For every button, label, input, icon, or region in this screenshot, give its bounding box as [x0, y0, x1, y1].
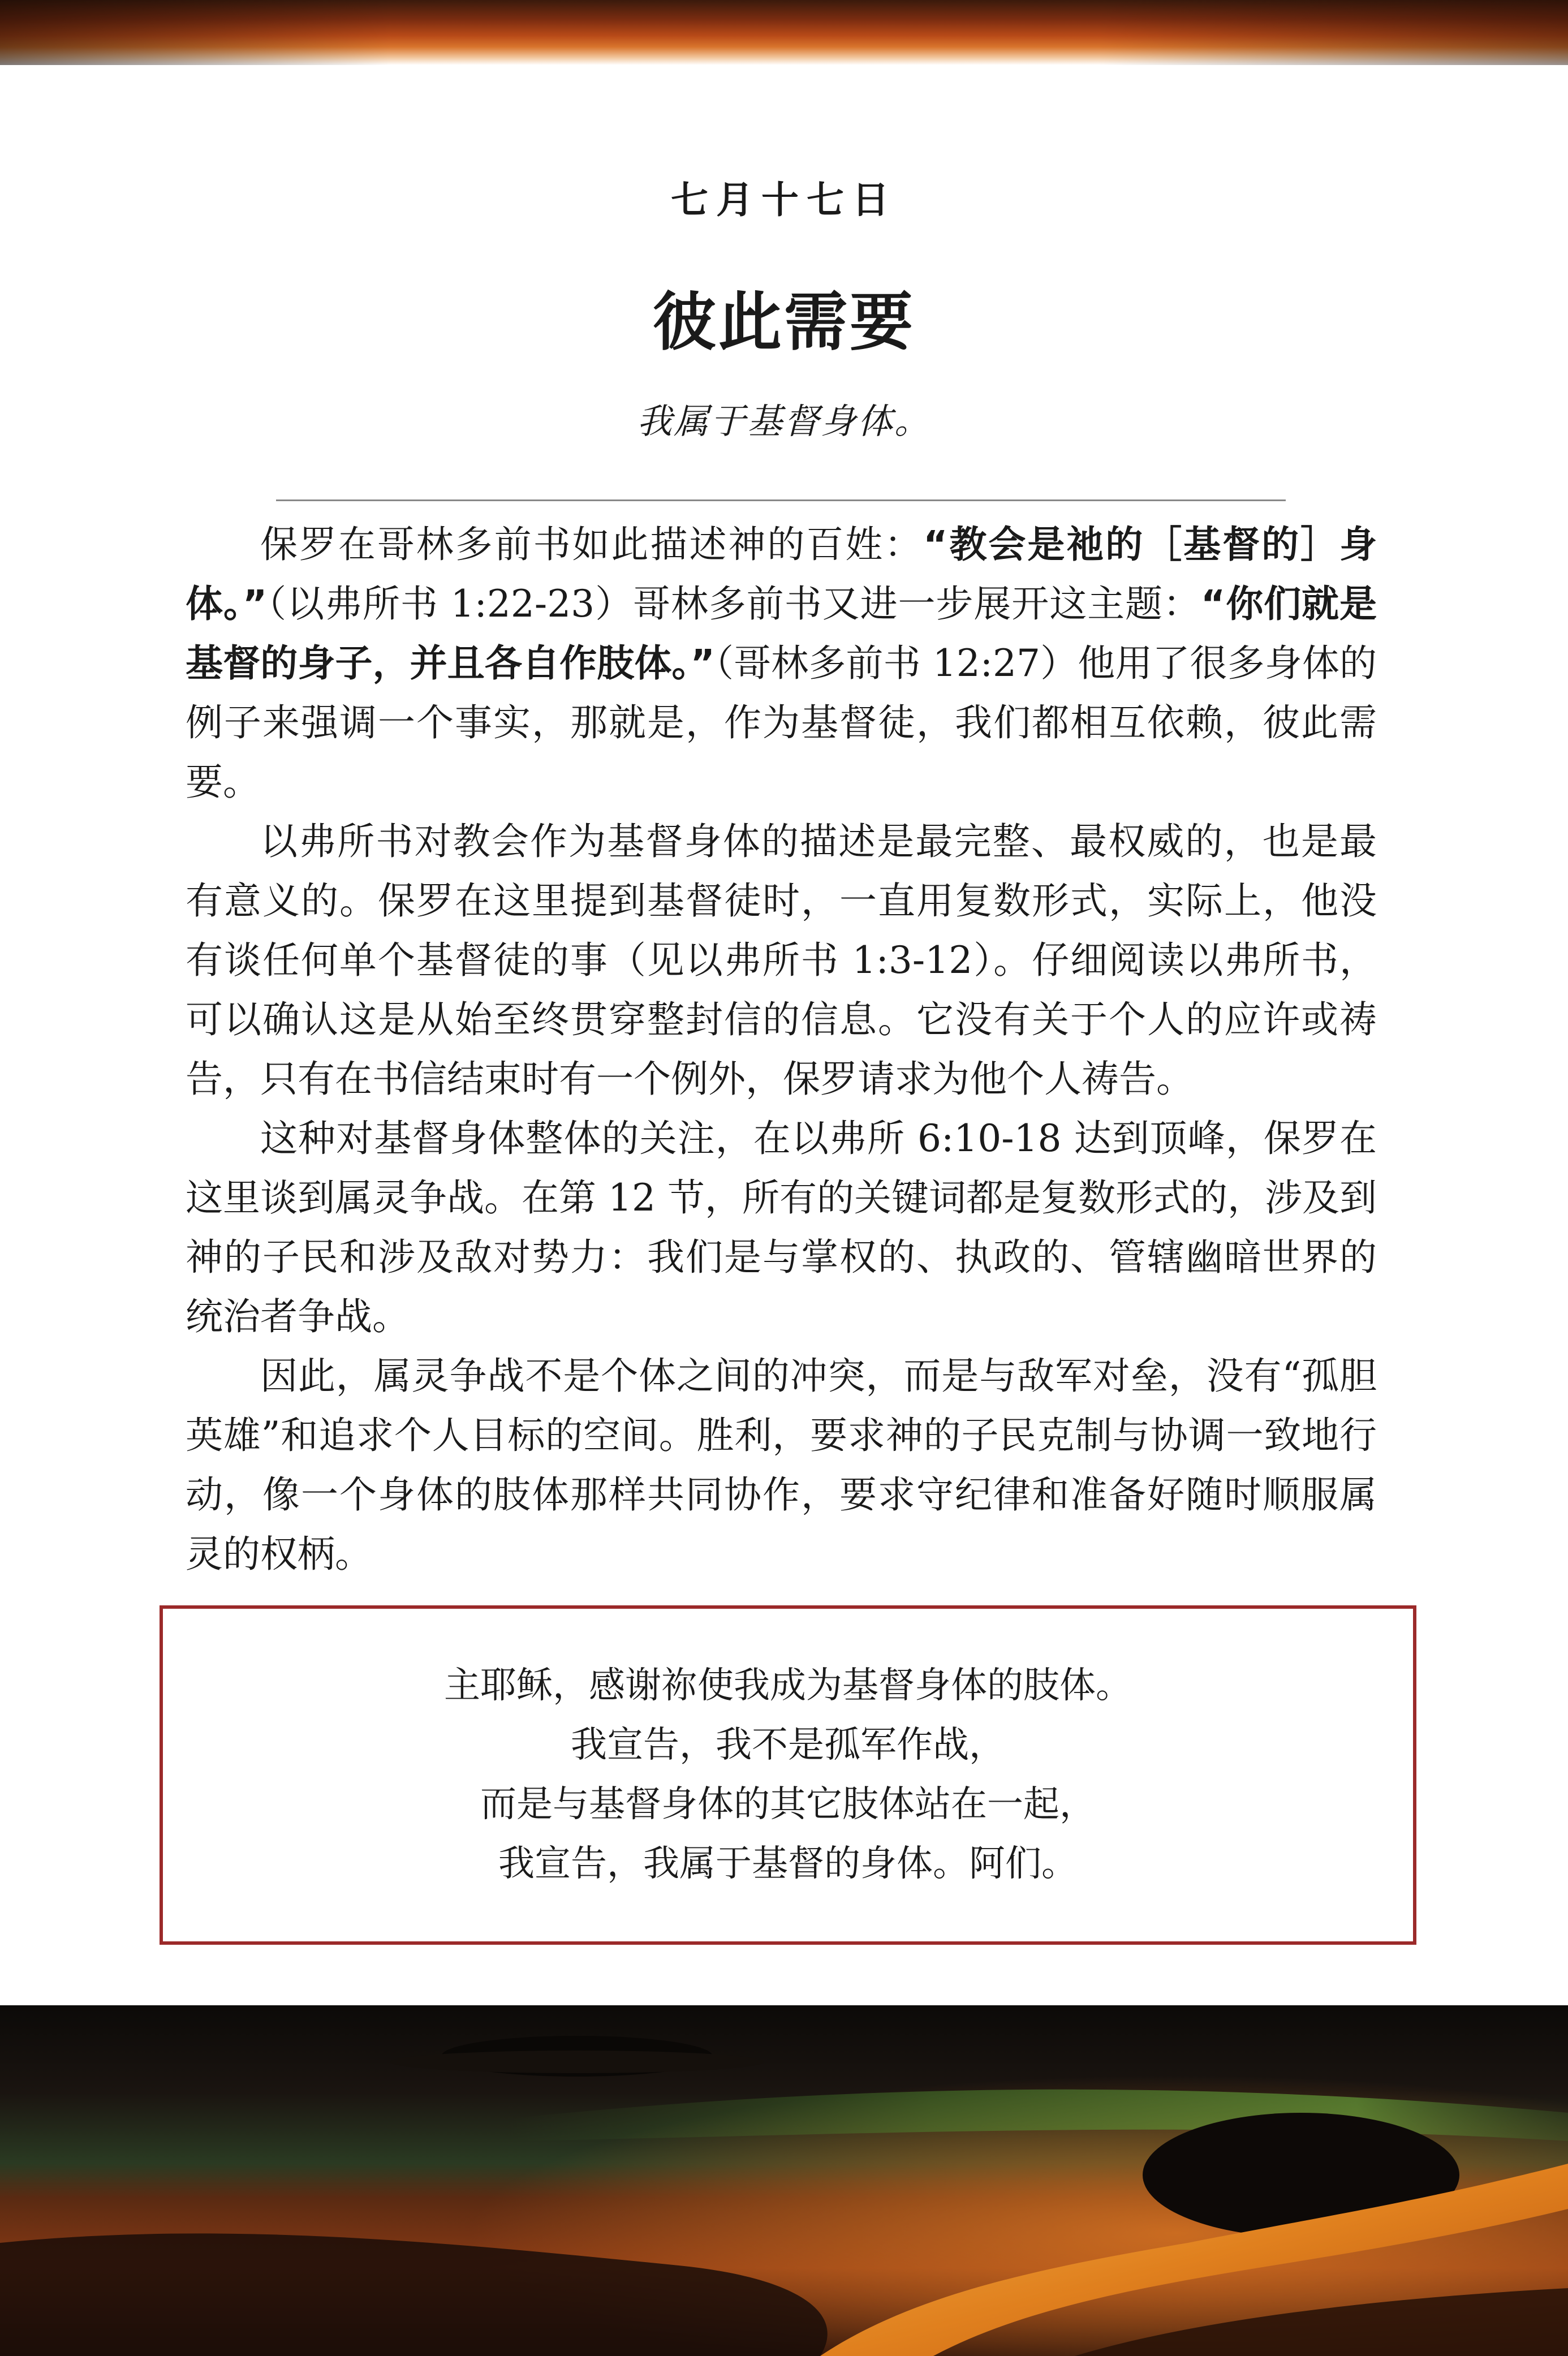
top-sunset-banner	[0, 0, 1568, 65]
page-title: 彼此需要	[653, 286, 915, 359]
paragraph-2: 以弗所书对教会作为基督身体的描述是最完整、最权威的，也是最有意义的。保罗在这里提到基督徒时，一直用复数形式，实际上，他没有谈任何单个基督徒的事（见以弗所书 1:3-12）。仔细阅读以弗所书，可以确认这是从始至终贯穿整封信的信息。它没有关于个人的应许或祷告，只有在书信结束时有一个例外，保罗请求为他个人祷告。	[186, 820, 1377, 1101]
prayer-line: 而是与基督身体的其它肢体站在一起，	[480, 1784, 1096, 1825]
devotional-date: 七月十七日	[671, 178, 897, 222]
paragraph-4: 因此，属灵争战不是个体之间的冲突，而是与敌军对垒，没有“孤胆英雄”和追求个人目标的空间。胜利，要求神的子民克制与协调一致地行动，像一个身体的肢体那样共同协作，要求守纪律和准备好随时顺服属灵的权柄。	[186, 1354, 1377, 1576]
scripture-quote: “你们就是基督的身子，并且各自作肢体。”	[186, 582, 1377, 685]
p1-segment: （以弗所书 1:22-23）哥林多前书又进一步展开这主题：	[267, 582, 1201, 626]
p1-segment: （哥林多前书 12:27）他用了很多身体的例子来强调一个事实，那就是，作为基督徒，我们都相互依赖，彼此需要。	[186, 641, 1377, 804]
scripture-quote: “教会是祂的［基督的］身体。”	[186, 523, 1377, 626]
landscape-illustration	[0, 2005, 1568, 2356]
divider-line	[276, 499, 1286, 501]
bottom-landscape-image	[0, 2005, 1568, 2356]
prayer-line: 主耶稣，感谢祢使我成为基督身体的肢体。	[444, 1665, 1132, 1707]
paragraph-1	[186, 515, 1377, 812]
prayer-box	[160, 1605, 1416, 1945]
devotional-body	[186, 515, 1377, 1584]
p1-segment: 保罗在哥林多前书如此描述神的百姓：	[260, 523, 924, 566]
prayer-line: 我宣告，我不是孤军作战，	[571, 1724, 1005, 1766]
key-declaration: 我属于基督身体。	[636, 400, 931, 442]
paragraph-3: 这种对基督身体整体的关注，在以弗所 6:10-18 达到顶峰，保罗在这里谈到属灵争战。在第 12 节，所有的关键词都是复数形式的，涉及到神的子民和涉及敌对势力：我们是与掌权的、执政的、管辖幽暗世界的统治者争战。	[186, 1117, 1377, 1338]
prayer-line: 我宣告，我属于基督的身体。阿们。	[498, 1843, 1078, 1885]
